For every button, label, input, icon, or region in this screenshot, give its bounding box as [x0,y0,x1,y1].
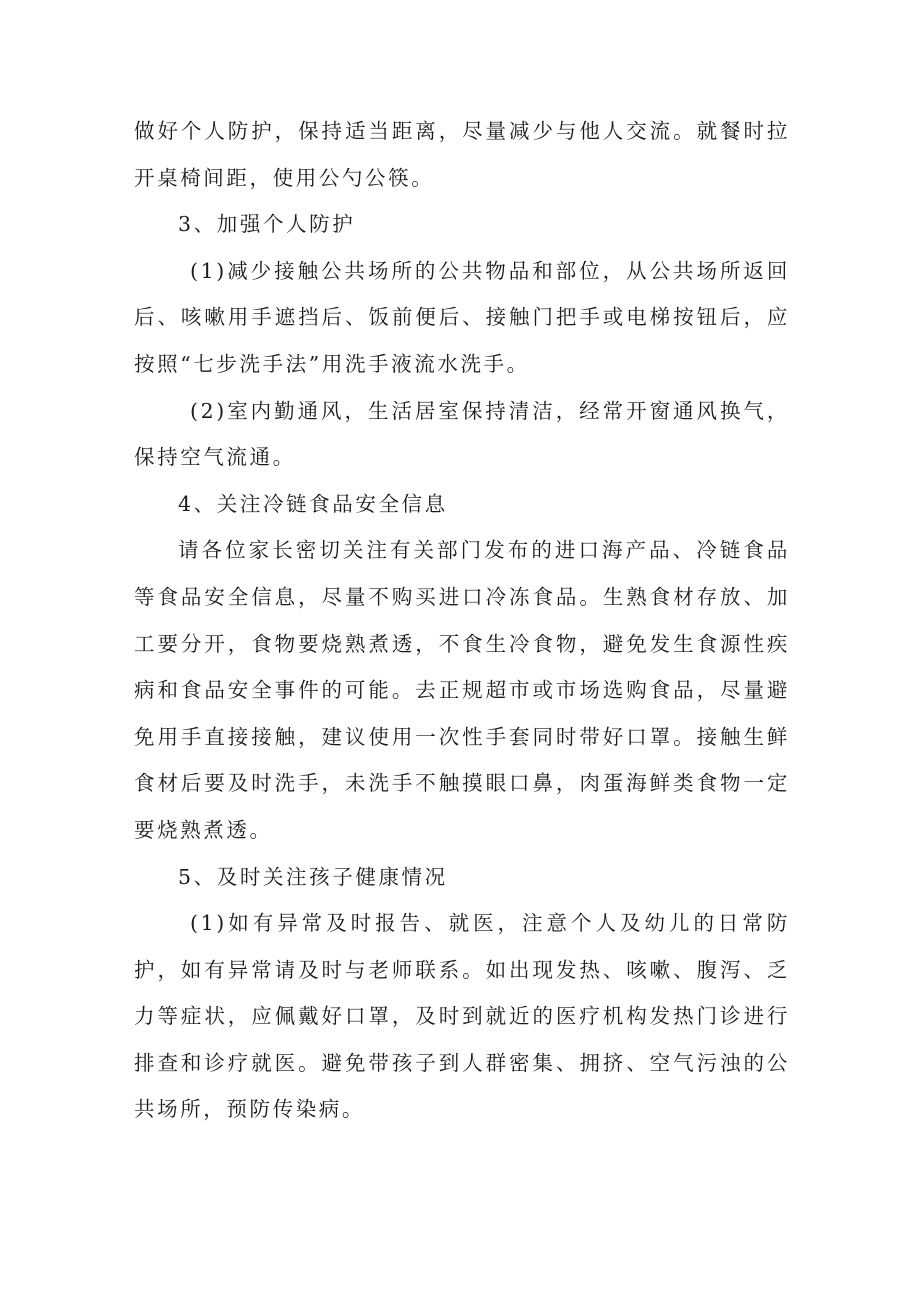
section-heading-personal-protection: 3、加强个人防护 [178,212,356,237]
paragraph-dining-distance: 做好个人防护，保持适当距离，尽量减少与他人交流。就餐时拉开桌椅间距，使用公勺公筷。 [134,119,790,190]
item-ventilation: (2)室内勤通风，生活居室保持清洁，经常开窗通风换气，保持空气流通。 [134,398,790,470]
paragraph-food-safety: 请各位家长密切关注有关部门发布的进口海产品、冷链食品等食品安全信息，尽量不购买进口冷冻食品。生熟食材存放、加工要分开，食物要烧熟煮透，不食生冷食物，避免发生食源性疾病和食品安全事件的可能。去正规超市或市场选购食品，尽量避免用手直接接触，建议使用一次性手套同时带好口罩。接触生鲜食材后要及时洗手，未洗手不触摸眼口鼻，肉蛋海鲜类食物一定要烧熟煮透。 [134,538,790,842]
section-heading-cold-chain: 4、关注冷链食品安全信息 [178,491,448,516]
item-hand-washing: (1)减少接触公共场所的公共物品和部位，从公共场所返回后、咳嗽用手遮挡后、饭前便后、接触门把手或电梯按钮后，应按照“七步洗手法”用洗手液流水洗手。 [134,258,790,376]
item-report-abnormal: (1)如有异常及时报告、就医，注意个人及幼儿的日常防护，如有异常请及时与老师联系。如出现发热、咳嗽、腹泻、乏力等症状，应佩戴好口罩，及时到就近的医疗机构发热门诊进行排查和诊疗就医。避免带孩子到人群密集、拥挤、空气污浊的公共场所，预防传染病。 [134,911,790,1122]
document-body [134,108,790,1133]
section-heading-child-health: 5、及时关注孩子健康情况 [178,864,448,889]
